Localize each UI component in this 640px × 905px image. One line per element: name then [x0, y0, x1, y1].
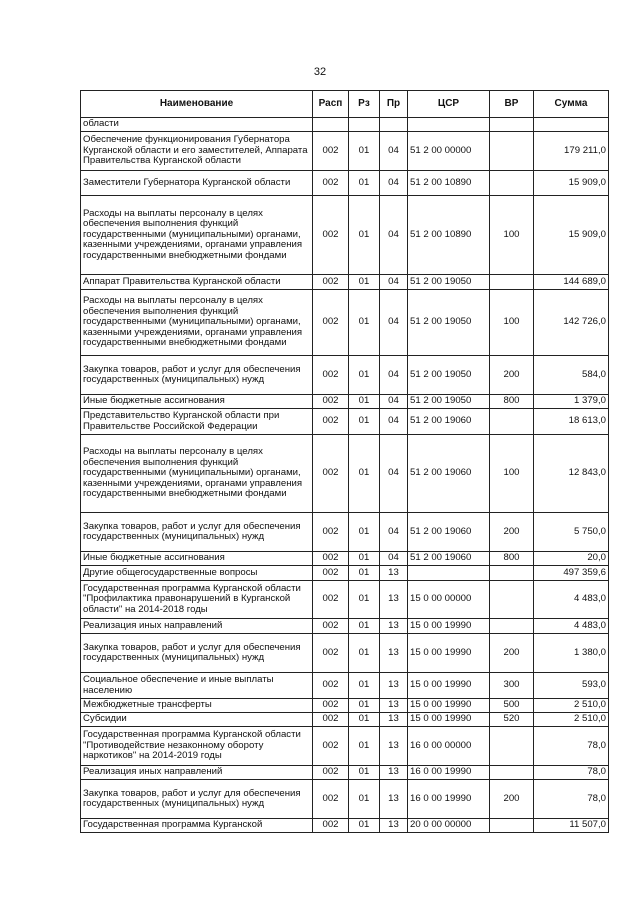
- table-row: [81, 673, 609, 699]
- cell-csr: 51 2 00 10890: [408, 171, 490, 196]
- cell-csr: 51 2 00 19060: [408, 409, 490, 435]
- table-row: [81, 171, 609, 196]
- cell-pr: 04: [380, 196, 408, 275]
- cell-rasp: 002: [313, 581, 349, 619]
- cell-csr: 51 2 00 00000: [408, 132, 490, 171]
- cell-rasp: 002: [313, 552, 349, 566]
- cell-rz: 01: [349, 766, 380, 780]
- cell-pr: 13: [380, 713, 408, 727]
- cell-vr: 100: [490, 196, 534, 275]
- cell-sum: 78,0: [534, 766, 609, 780]
- cell-rasp: 002: [313, 766, 349, 780]
- table-header-row: [81, 91, 609, 118]
- cell-sum: 2 510,0: [534, 699, 609, 713]
- cell-name: Межбюджетные трансферты: [81, 699, 313, 713]
- cell-pr: 04: [380, 290, 408, 356]
- cell-pr: 13: [380, 699, 408, 713]
- cell-name: Реализация иных направлений: [81, 619, 313, 634]
- cell-rz: [349, 118, 380, 132]
- cell-rz: 01: [349, 673, 380, 699]
- cell-vr: 100: [490, 435, 534, 513]
- cell-rz: 01: [349, 409, 380, 435]
- cell-rasp: 002: [313, 780, 349, 819]
- cell-vr: 200: [490, 513, 534, 552]
- cell-name: Закупка товаров, работ и услуг для обеспечения государственных (муниципальных) нужд: [81, 356, 313, 395]
- cell-pr: 13: [380, 819, 408, 833]
- cell-pr: 13: [380, 566, 408, 581]
- cell-rasp: 002: [313, 619, 349, 634]
- cell-name: Представительство Курганской области при Правительстве Российской Федерации: [81, 409, 313, 435]
- cell-csr: [408, 566, 490, 581]
- page-number: 32: [313, 66, 327, 78]
- table-row: [81, 699, 609, 713]
- cell-vr: [490, 581, 534, 619]
- cell-rz: 01: [349, 513, 380, 552]
- table-row: [81, 727, 609, 766]
- table-row: [81, 435, 609, 513]
- cell-csr: 15 0 00 00000: [408, 581, 490, 619]
- table-row: [81, 118, 609, 132]
- cell-rasp: 002: [313, 435, 349, 513]
- cell-rz: 01: [349, 356, 380, 395]
- header-csr: ЦСР: [408, 91, 490, 118]
- cell-csr: 16 0 00 00000: [408, 727, 490, 766]
- cell-vr: [490, 171, 534, 196]
- cell-pr: 04: [380, 395, 408, 409]
- cell-sum: 1 379,0: [534, 395, 609, 409]
- cell-sum: 179 211,0: [534, 132, 609, 171]
- cell-name: Обеспечение функционирования Губернатора Курганской области и его заместителей, Аппарата Правительства Курганской области: [81, 132, 313, 171]
- cell-pr: 13: [380, 634, 408, 673]
- cell-sum: 11 507,0: [534, 819, 609, 833]
- cell-rasp: 002: [313, 513, 349, 552]
- cell-pr: 04: [380, 513, 408, 552]
- cell-pr: 13: [380, 619, 408, 634]
- cell-rz: 01: [349, 566, 380, 581]
- cell-csr: [408, 118, 490, 132]
- table-row: [81, 780, 609, 819]
- cell-vr: 800: [490, 552, 534, 566]
- cell-name: Иные бюджетные ассигнования: [81, 552, 313, 566]
- cell-csr: 15 0 00 19990: [408, 699, 490, 713]
- cell-sum: 584,0: [534, 356, 609, 395]
- cell-pr: 04: [380, 132, 408, 171]
- cell-pr: 13: [380, 581, 408, 619]
- cell-sum: 20,0: [534, 552, 609, 566]
- table-row: [81, 581, 609, 619]
- table-row: [81, 395, 609, 409]
- table-row: [81, 566, 609, 581]
- cell-sum: 78,0: [534, 727, 609, 766]
- cell-vr: [490, 619, 534, 634]
- cell-pr: 04: [380, 356, 408, 395]
- cell-rasp: 002: [313, 699, 349, 713]
- cell-rasp: 002: [313, 713, 349, 727]
- cell-name: Государственная программа Курганской: [81, 819, 313, 833]
- cell-sum: 142 726,0: [534, 290, 609, 356]
- cell-csr: 51 2 00 19050: [408, 290, 490, 356]
- cell-pr: 13: [380, 727, 408, 766]
- cell-rz: 01: [349, 196, 380, 275]
- cell-name: Аппарат Правительства Курганской области: [81, 275, 313, 290]
- cell-pr: 13: [380, 673, 408, 699]
- cell-csr: 51 2 00 19050: [408, 356, 490, 395]
- cell-rasp: 002: [313, 634, 349, 673]
- cell-rz: 01: [349, 171, 380, 196]
- cell-pr: 13: [380, 766, 408, 780]
- cell-vr: [490, 766, 534, 780]
- cell-sum: 5 750,0: [534, 513, 609, 552]
- cell-pr: 04: [380, 435, 408, 513]
- cell-name: Расходы на выплаты персоналу в целях обеспечения выполнения функций государственными (муниципальными) органами, казенными учреждениями, органами управления государственными внебюджетными фондами: [81, 290, 313, 356]
- cell-rasp: [313, 118, 349, 132]
- table-row: [81, 196, 609, 275]
- cell-csr: 51 2 00 19050: [408, 275, 490, 290]
- cell-csr: 51 2 00 19060: [408, 552, 490, 566]
- cell-vr: 520: [490, 713, 534, 727]
- cell-pr: 13: [380, 780, 408, 819]
- cell-name: Закупка товаров, работ и услуг для обеспечения государственных (муниципальных) нужд: [81, 634, 313, 673]
- cell-rz: 01: [349, 699, 380, 713]
- cell-csr: 51 2 00 10890: [408, 196, 490, 275]
- cell-pr: [380, 118, 408, 132]
- table-row: [81, 513, 609, 552]
- cell-vr: [490, 566, 534, 581]
- cell-rasp: 002: [313, 275, 349, 290]
- cell-rz: 01: [349, 290, 380, 356]
- cell-sum: 1 380,0: [534, 634, 609, 673]
- cell-rasp: 002: [313, 727, 349, 766]
- cell-name: Государственная программа Курганской области "Противодействие незаконному обороту наркотиков" на 2014-2019 годы: [81, 727, 313, 766]
- cell-rasp: 002: [313, 132, 349, 171]
- table-row: [81, 409, 609, 435]
- cell-name: Государственная программа Курганской области "Профилактика правонарушений в Курганской области" на 2014-2018 годы: [81, 581, 313, 619]
- cell-csr: 20 0 00 00000: [408, 819, 490, 833]
- table-row: [81, 634, 609, 673]
- cell-vr: [490, 727, 534, 766]
- header-name: Наименование: [81, 91, 313, 118]
- cell-sum: 497 359,6: [534, 566, 609, 581]
- cell-rasp: 002: [313, 395, 349, 409]
- cell-name: Социальное обеспечение и иные выплаты населению: [81, 673, 313, 699]
- cell-name: Расходы на выплаты персоналу в целях обеспечения выполнения функций государственными (муниципальными) органами, казенными учреждениями, органами управления государственными внебюджетными фондами: [81, 196, 313, 275]
- cell-csr: 15 0 00 19990: [408, 713, 490, 727]
- cell-rasp: 002: [313, 819, 349, 833]
- cell-rasp: 002: [313, 409, 349, 435]
- table-row: [81, 713, 609, 727]
- cell-vr: [490, 132, 534, 171]
- cell-pr: 04: [380, 171, 408, 196]
- cell-rz: 01: [349, 619, 380, 634]
- cell-sum: 593,0: [534, 673, 609, 699]
- cell-sum: 4 483,0: [534, 619, 609, 634]
- cell-rz: 01: [349, 275, 380, 290]
- cell-name: области: [81, 118, 313, 132]
- cell-pr: 04: [380, 552, 408, 566]
- cell-vr: 200: [490, 780, 534, 819]
- cell-name: Иные бюджетные ассигнования: [81, 395, 313, 409]
- cell-rz: 01: [349, 780, 380, 819]
- cell-rasp: 002: [313, 171, 349, 196]
- cell-csr: 51 2 00 19050: [408, 395, 490, 409]
- cell-sum: 18 613,0: [534, 409, 609, 435]
- cell-rasp: 002: [313, 673, 349, 699]
- cell-csr: 16 0 00 19990: [408, 780, 490, 819]
- table-row: [81, 290, 609, 356]
- table-row: [81, 619, 609, 634]
- cell-name: Расходы на выплаты персоналу в целях обеспечения выполнения функций государственными (муниципальными) органами, казенными учреждениями, органами управления государственными внебюджетными фондами: [81, 435, 313, 513]
- cell-rz: 01: [349, 634, 380, 673]
- cell-name: Другие общегосударственные вопросы: [81, 566, 313, 581]
- cell-vr: 200: [490, 634, 534, 673]
- cell-csr: 51 2 00 19060: [408, 513, 490, 552]
- table-row: [81, 819, 609, 833]
- cell-name: Заместители Губернатора Курганской области: [81, 171, 313, 196]
- cell-rz: 01: [349, 132, 380, 171]
- cell-vr: [490, 118, 534, 132]
- cell-name: Реализация иных направлений: [81, 766, 313, 780]
- cell-vr: [490, 819, 534, 833]
- cell-vr: [490, 275, 534, 290]
- table-row: [81, 132, 609, 171]
- cell-csr: 15 0 00 19990: [408, 673, 490, 699]
- cell-name: Закупка товаров, работ и услуг для обеспечения государственных (муниципальных) нужд: [81, 780, 313, 819]
- cell-csr: 51 2 00 19060: [408, 435, 490, 513]
- cell-name: Субсидии: [81, 713, 313, 727]
- cell-rz: 01: [349, 819, 380, 833]
- cell-rz: 01: [349, 727, 380, 766]
- cell-vr: 500: [490, 699, 534, 713]
- cell-name: Закупка товаров, работ и услуг для обеспечения государственных (муниципальных) нужд: [81, 513, 313, 552]
- cell-csr: 15 0 00 19990: [408, 619, 490, 634]
- cell-csr: 15 0 00 19990: [408, 634, 490, 673]
- cell-sum: 4 483,0: [534, 581, 609, 619]
- cell-rasp: 002: [313, 566, 349, 581]
- table-row: [81, 552, 609, 566]
- cell-vr: 100: [490, 290, 534, 356]
- header-rasp: Расп: [313, 91, 349, 118]
- cell-pr: 04: [380, 409, 408, 435]
- cell-rasp: 002: [313, 356, 349, 395]
- cell-vr: 300: [490, 673, 534, 699]
- header-vr: ВР: [490, 91, 534, 118]
- cell-sum: 144 689,0: [534, 275, 609, 290]
- cell-rasp: 002: [313, 196, 349, 275]
- budget-table: [80, 90, 609, 833]
- cell-sum: 12 843,0: [534, 435, 609, 513]
- table-row: [81, 766, 609, 780]
- table-row: [81, 275, 609, 290]
- cell-rz: 01: [349, 713, 380, 727]
- cell-sum: 15 909,0: [534, 171, 609, 196]
- table-row: [81, 356, 609, 395]
- cell-rz: 01: [349, 581, 380, 619]
- cell-rasp: 002: [313, 290, 349, 356]
- cell-rz: 01: [349, 435, 380, 513]
- cell-vr: 200: [490, 356, 534, 395]
- header-pr: Пр: [380, 91, 408, 118]
- header-sum: Сумма: [534, 91, 609, 118]
- header-rz: Рз: [349, 91, 380, 118]
- cell-sum: 2 510,0: [534, 713, 609, 727]
- cell-rz: 01: [349, 395, 380, 409]
- cell-sum: 15 909,0: [534, 196, 609, 275]
- table-body: [81, 118, 609, 833]
- cell-vr: 800: [490, 395, 534, 409]
- cell-vr: [490, 409, 534, 435]
- cell-sum: [534, 118, 609, 132]
- cell-csr: 16 0 00 19990: [408, 766, 490, 780]
- cell-sum: 78,0: [534, 780, 609, 819]
- cell-pr: 04: [380, 275, 408, 290]
- cell-rz: 01: [349, 552, 380, 566]
